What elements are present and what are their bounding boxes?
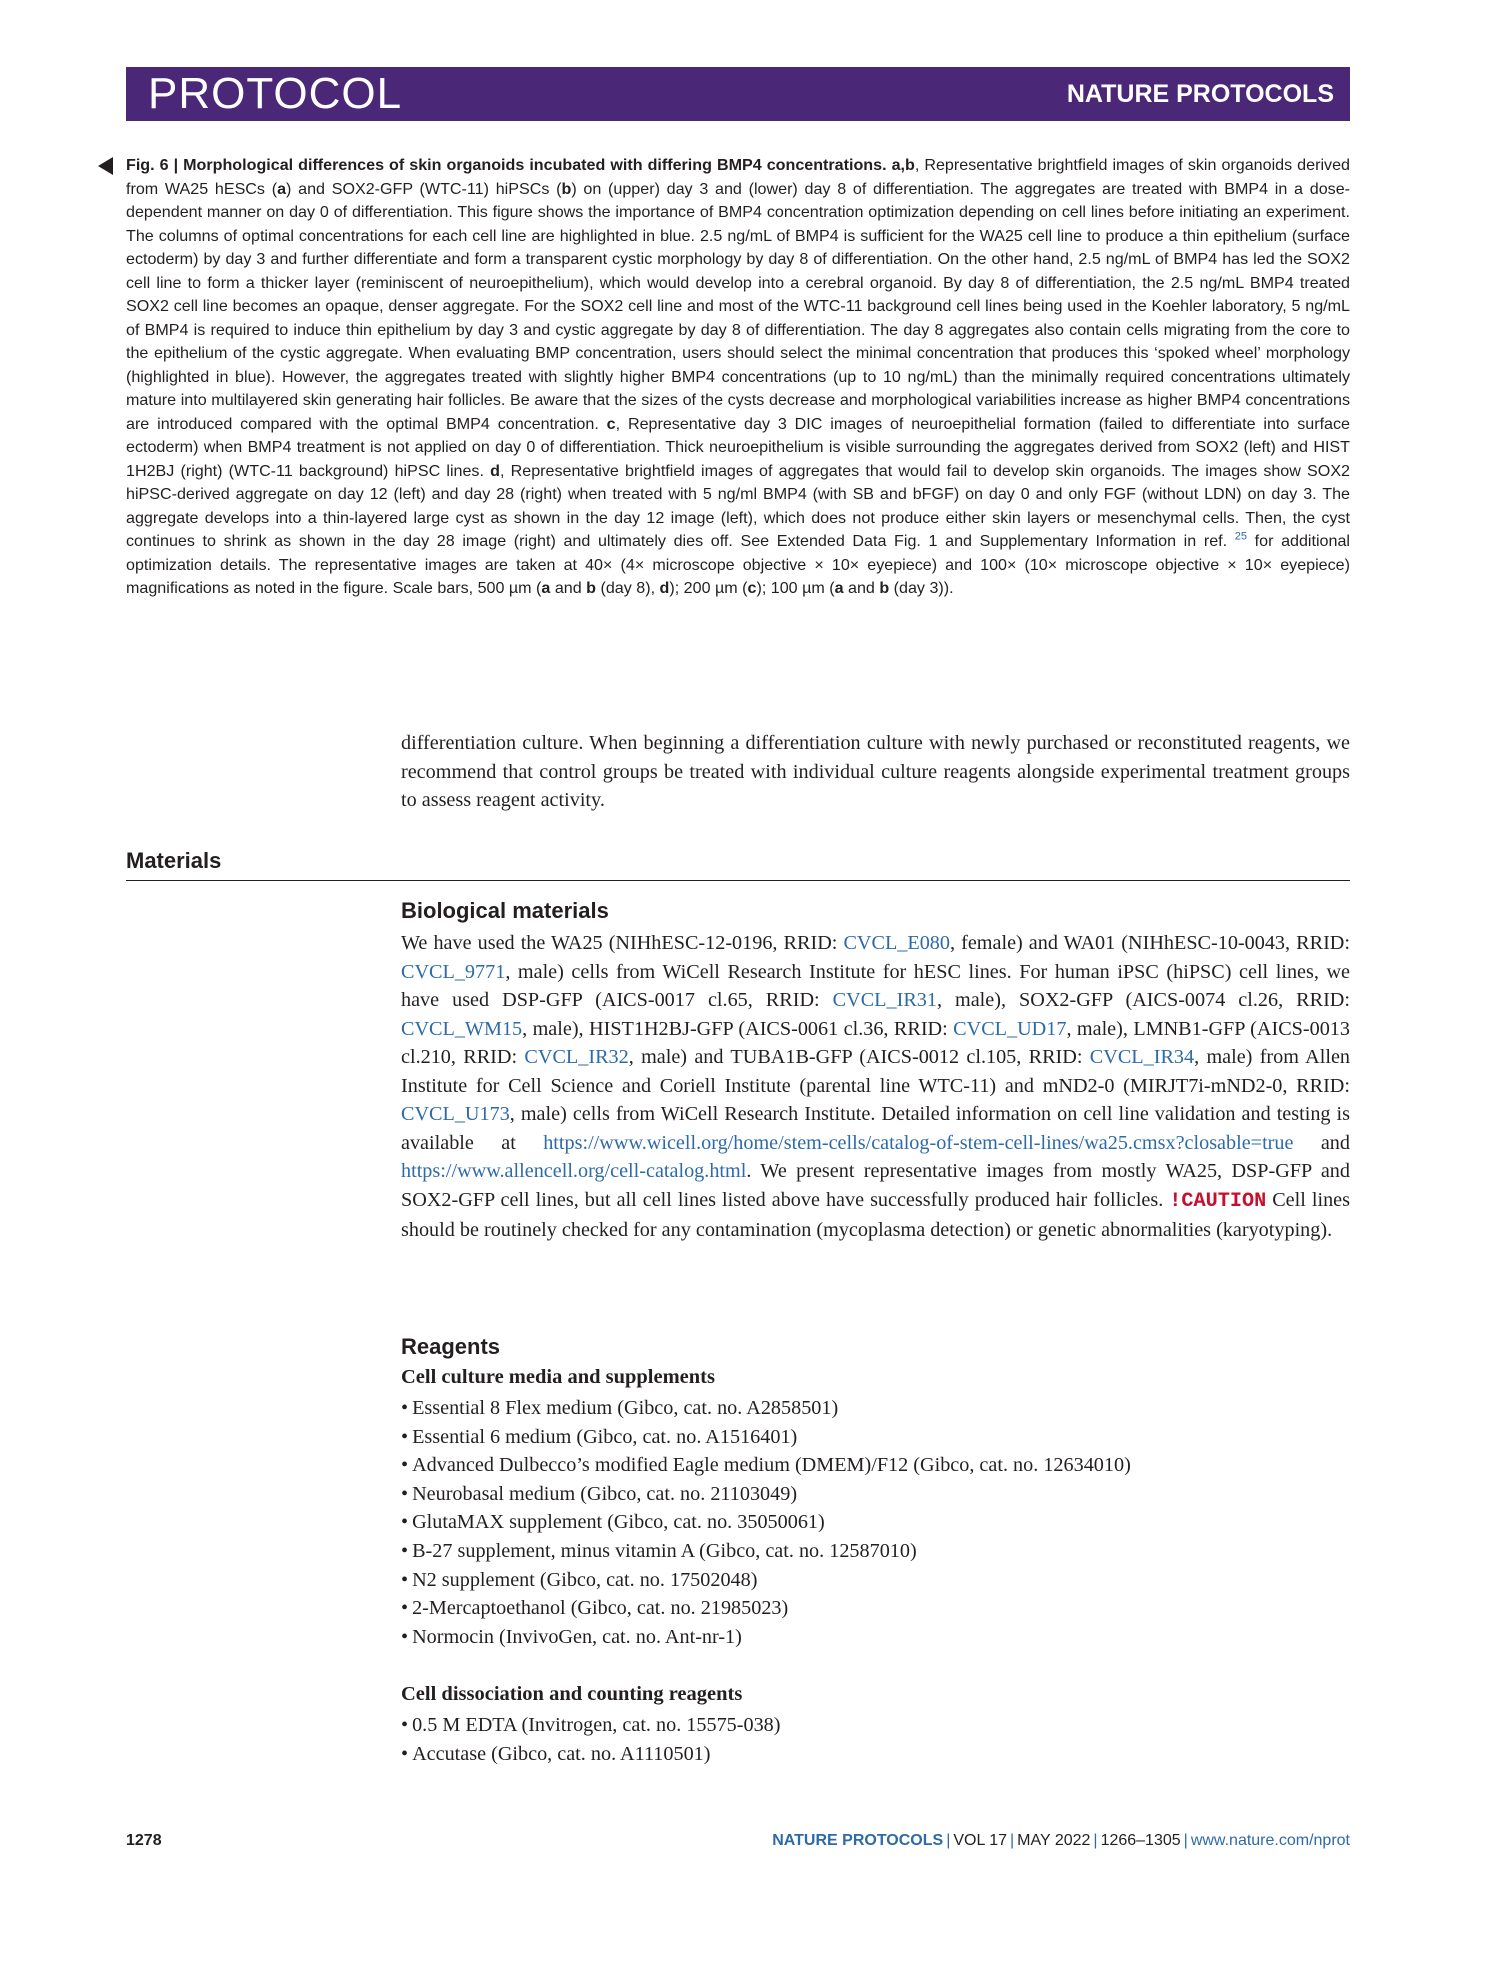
footer-separator: |: [1010, 1832, 1015, 1849]
body-text: , male) from Allen Institute for Cell Science and Coriell Institute (parental line WTC-11) and mND2-0 (MIRJT7i-mND2-0, RRID:: [401, 1046, 1350, 1097]
list-item: • N2 supplement (Gibco, cat. no. 17502048): [401, 1566, 1131, 1595]
rrid-link[interactable]: CVCL_E080: [843, 932, 950, 954]
intro-paragraph: differentiation culture. When beginning a differentiation culture with newly purchased or reconstituted reagents, we recommend that control groups be treated with individual culture reagents alongside experimental treatment groups to assess reagent activity.: [401, 732, 1350, 811]
body-text: We have used the WA25 (NIHhESC-12-0196, RRID:: [401, 932, 844, 954]
footer-citation: [772, 1832, 1350, 1850]
biological-materials-paragraph: [401, 929, 1350, 1245]
list-item: • GlutaMAX supplement (Gibco, cat. no. 35050061): [401, 1508, 1131, 1537]
panel-ref: a: [541, 579, 551, 597]
figure-caption: [126, 154, 1350, 601]
body-text: , female) and WA01 (NIHhESC-10-0043, RRID:: [950, 932, 1350, 954]
body-text: , male), LMNB1-GFP (AICS-0013 cl.210, RRID:: [401, 1017, 1350, 1068]
panel-ref: c: [606, 414, 616, 433]
list-item: • 0.5 M EDTA (Invitrogen, cat. no. 15575-038): [401, 1711, 781, 1740]
body-text: . We present representative images from mostly WA25, DSP-GFP and SOX2-GFP cell lines, but all cell lines listed above have successfully produced hair follicles.: [401, 1160, 1350, 1211]
body-text: , male), SOX2-GFP (AICS-0074 cl.26, RRID:: [936, 989, 1350, 1011]
list-item: • Neurobasal medium (Gibco, cat. no. 21103049): [401, 1480, 1131, 1509]
rrid-link[interactable]: CVCL_IR34: [1089, 1046, 1195, 1068]
footer-url-link[interactable]: www.nature.com/nprot: [1190, 1832, 1350, 1849]
page-number: 1278: [126, 1832, 162, 1849]
panel-ref-sep: ,: [900, 156, 906, 174]
media-list: [401, 1394, 1131, 1651]
body-text: , male), HIST1H2BJ-GFP (AICS-0061 cl.36, RRID:: [522, 1017, 954, 1040]
caption-text: , Representative brightfield images of aggregates that would fail to develop skin organoids. The images show SOX2 hiPSC-derived aggregate on day 12 (left) and day 28 (right) when treated with 5 ng/ml BMP4 (with SB and bFGF) on day 0 and only FGF (without LDN) on day 3. The aggregate develops into a thin-layered large cyst as shown in the day 12 image (left), which does not produce either skin layers or mesenchymal cells. Then, the cyst continues to shrink as shown in the day 28 image (right) and ultimately dies off. See Extended Data Fig. 1 and Supplementary Information in ref.: [126, 461, 1350, 550]
rrid-link[interactable]: CVCL_IR31: [832, 989, 937, 1011]
header-banner: [126, 67, 1350, 121]
caption-text: (day 3)).: [889, 579, 954, 597]
rrid-link[interactable]: CVCL_U173: [401, 1103, 510, 1125]
caption-text: , Representative brightfield images of skin organoids derived from WA25 hESCs (: [126, 156, 1350, 198]
body-text: , male) cells from WiCell Research Institute for hESC lines. For human iPSC (hiPSC) cell lines, we have used DSP-GFP (AICS-0017 cl.65, RRID:: [401, 960, 1350, 1011]
panel-ref: a: [891, 156, 901, 174]
journal-name: NATURE PROTOCOLS: [1066, 80, 1334, 108]
media-supplements-heading: Cell culture media and supplements: [401, 1366, 715, 1388]
list-item: • Essential 8 Flex medium (Gibco, cat. no. A2858501): [401, 1394, 1131, 1423]
panel-ref: a: [277, 179, 287, 198]
caption-text: and: [550, 579, 587, 597]
panel-ref: b: [561, 179, 572, 198]
panel-ref: d: [659, 579, 670, 597]
rrid-link[interactable]: CVCL_UD17: [953, 1017, 1067, 1040]
rrid-link[interactable]: CVCL_IR32: [524, 1046, 629, 1068]
panel-ref: b: [586, 579, 597, 597]
biological-materials-heading: Biological materials: [401, 898, 609, 923]
caption-arrow-icon: [98, 157, 113, 175]
footer-separator: |: [1183, 1832, 1188, 1849]
wicell-url-link[interactable]: https://www.wicell.org/home/stem-cells/catalog-of-stem-cell-lines/wa25.cmsx?closable=true: [543, 1131, 1294, 1154]
panel-ref: d: [490, 461, 500, 480]
panel-ref: c: [747, 579, 757, 597]
section-label: PROTOCOL: [148, 69, 403, 118]
allencell-url-link[interactable]: https://www.allencell.org/cell-catalog.html: [401, 1160, 747, 1182]
list-item: • Normocin (InvivoGen, cat. no. Ant-nr-1): [401, 1623, 1131, 1652]
footer-separator: |: [946, 1832, 951, 1849]
caption-text: ); 100 µm (: [756, 579, 835, 597]
body-text: Cell lines should be routinely checked for any contamination (mycoplasma detection) or genetic abnormalities (karyotyping).: [401, 1188, 1350, 1241]
list-item: • Essential 6 medium (Gibco, cat. no. A1516401): [401, 1423, 1131, 1452]
caption-text: , Representative day 3 DIC images of neuroepithelial formation (failed to differentiate into surface ectoderm) when BMP4 treatment is not applied on day 0 of differentiation. Thick neuroepithelium is visible surrounding the aggregates derived from SOX2 (left) and HIST 1H2BJ (right) (WTC-11 background) hiPSC lines.: [126, 414, 1350, 480]
reagents-heading: Reagents: [401, 1334, 501, 1359]
caption-text: (day 8),: [596, 579, 660, 597]
list-item: • B-27 supplement, minus vitamin A (Gibco, cat. no. 12587010): [401, 1537, 1131, 1566]
footer-separator: |: [1093, 1832, 1098, 1849]
reference-link[interactable]: 25: [1234, 530, 1247, 543]
caption-text: ); 200 µm (: [669, 579, 748, 597]
footer-pages: 1266–1305: [1100, 1832, 1181, 1849]
caption-text: ) on (upper) day 3 and (lower) day 8 of differentiation. The aggregates are treated with BMP4 in a dose-dependent manner on day 0 of differentiation. This figure shows the importance of BMP4 concentration optimization depending on cell lines before initiating an experiment. The columns of optimal concentrations for each cell line are highlighted in blue. 2.5 ng/mL of BMP4 is sufficient for the WA25 cell line to produce a thin epithelium (surface ectoderm) by day 3 and further differentiate and form a transparent cystic morphology by day 8 of differentiation. On the other hand, 2.5 ng/mL of BMP4 has led the SOX2 cell line to form a thicker layer (reminiscent of neuroepithelium), which would develop into a cerebral organoid. By day 8 of differentiation, the 2.5 ng/mL BMP4 treated SOX2 cell line becomes an opaque, denser aggregate. For the SOX2 cell line and most of the WTC-11 background cell lines being used in the Koehler laboratory, 5 ng/mL of BMP4 is required to induce thin epithelium by day 3 and cystic aggregate by day 8 of differentiation. The day 8 aggregates also contain cells migrating from the core to the epithelium of the cystic aggregate. When evaluating BMP concentration, users should select the minimal concentration that produces this ‘spoked wheel’ morphology (highlighted in blue). However, the aggregates treated with slightly higher BMP4 concentrations (up to 10 ng/mL) than the minimally required concentrations ultimately mature into multilayered skin generating hair follicles. Be aware that the sizes of the cysts decrease and morphological variabilities increase as higher BMP4 concentrations are introduced compared with the optimal BMP4 concentration.: [126, 179, 1351, 433]
list-item: • Advanced Dulbecco’s modified Eagle medium (DMEM)/F12 (Gibco, cat. no. 12634010): [401, 1451, 1131, 1480]
materials-heading: Materials: [126, 848, 1350, 881]
caption-text: and: [843, 579, 880, 597]
list-item: • 2-Mercaptoethanol (Gibco, cat. no. 21985023): [401, 1594, 1131, 1623]
rrid-link[interactable]: CVCL_WM15: [401, 1017, 523, 1040]
caption-label: Fig. 6 | Morphological differences of skin organoids incubated with differing BMP4 concentrations.: [126, 156, 887, 174]
caution-label: !CAUTION: [1169, 1189, 1267, 1213]
panel-ref: b: [905, 156, 915, 174]
panel-ref: a: [834, 579, 844, 597]
dissociation-heading: Cell dissociation and counting reagents: [401, 1683, 743, 1705]
footer-volume: VOL 17: [953, 1832, 1008, 1849]
body-text: , male) and TUBA1B-GFP (AICS-0012 cl.105, RRID:: [628, 1046, 1090, 1068]
panel-ref: b: [879, 579, 890, 597]
caption-text: for additional optimization details. The representative images are taken at 40× (4× microscope objective × 10× eyepiece) and 100× (10× microscope objective × 10× eyepiece) magnifications as noted in the figure. Scale bars, 500 µm (: [126, 532, 1350, 597]
rrid-link[interactable]: CVCL_9771: [401, 960, 506, 983]
list-item: • Accutase (Gibco, cat. no. A1110501): [401, 1740, 781, 1769]
body-text: , male) cells from WiCell Research Institute. Detailed information on cell line validation and testing is available at: [401, 1103, 1350, 1154]
footer-journal: NATURE PROTOCOLS: [772, 1832, 944, 1849]
dissociation-list: [401, 1711, 781, 1768]
body-text: and: [1293, 1131, 1350, 1154]
footer-date: MAY 2022: [1017, 1832, 1091, 1849]
caption-text: ) and SOX2-GFP (WTC-11) hiPSCs (: [286, 179, 562, 198]
